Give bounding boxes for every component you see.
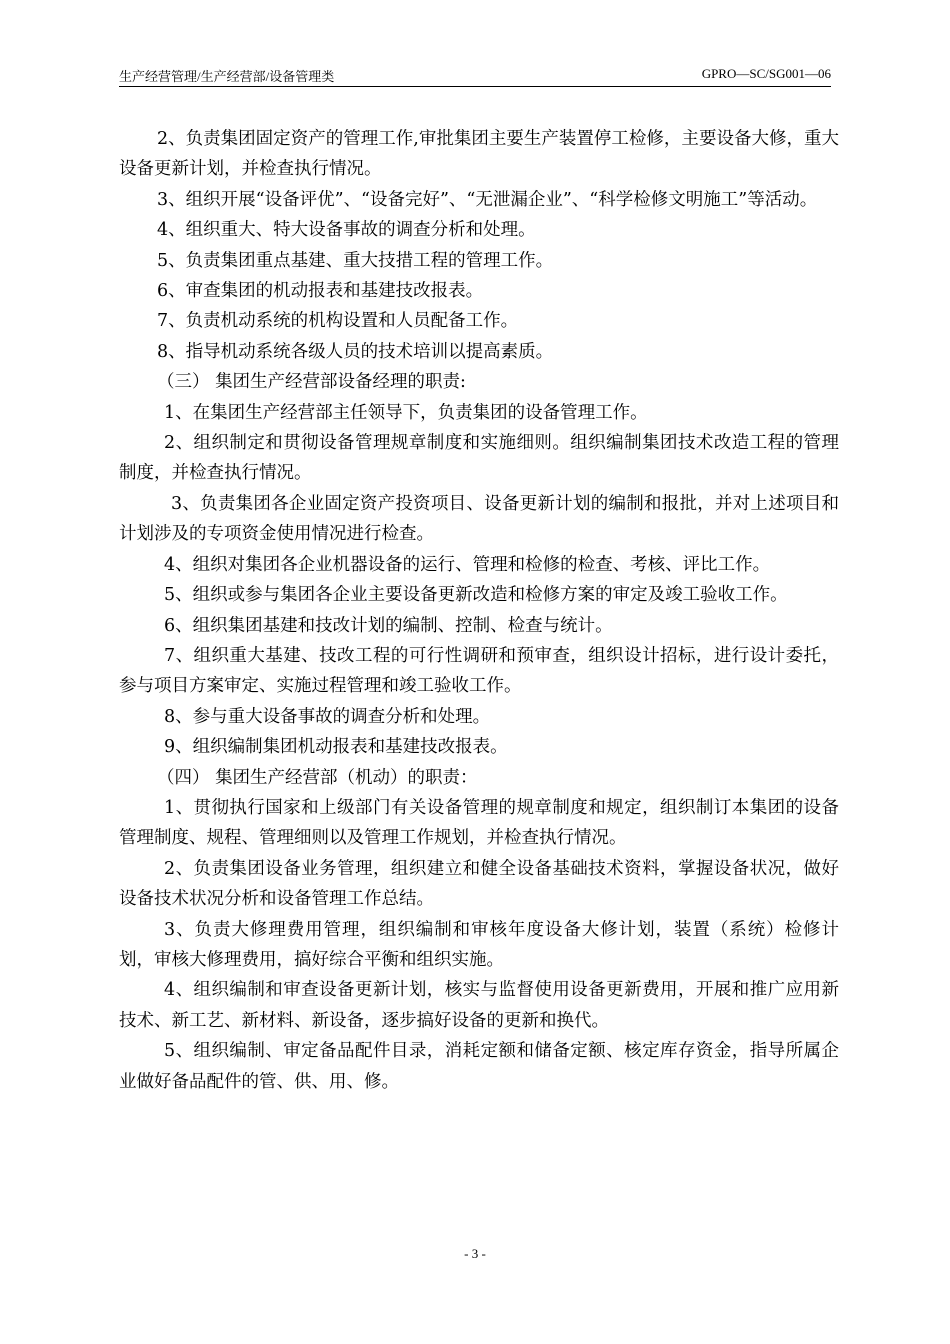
paragraph: 8、参与重大设备事故的调查分析和处理。 xyxy=(164,706,491,727)
paragraph: 6、审查集团的机动报表和基建技改报表。 xyxy=(157,281,484,302)
paragraph: 3、负责大修理费用管理，组织编制和审核年度设备大修计划，装置（系统）检修计划，审核大修理费用，搞好综合平衡和组织实施。 xyxy=(119,919,839,970)
paragraph: 3、组织开展“设备评优”、“设备完好”、“无泄漏企业”、“科学检修文明施工”等活动。 xyxy=(157,189,818,210)
page-number: - 3 - xyxy=(464,1246,486,1261)
paragraph: 1、在集团生产经营部主任领导下，负责集团的设备管理工作。 xyxy=(164,402,648,423)
document-body xyxy=(119,124,839,1097)
header-category: 生产经营管理/生产经营部/设备管理类 xyxy=(119,69,335,84)
paragraph: 6、组织集团基建和技改计划的编制、控制、检查与统计。 xyxy=(164,615,613,636)
paragraph: 5、负责集团重点基建、重大技措工程的管理工作。 xyxy=(157,250,554,271)
section-heading: （四） 集团生产经营部（机动）的职责： xyxy=(157,767,478,788)
paragraph: 5、组织或参与集团各企业主要设备更新改造和检修方案的审定及竣工验收工作。 xyxy=(164,585,788,606)
paragraph: 3、负责集团各企业固定资产投资项目、设备更新计划的编制和报批，并对上述项目和计划涉及的专项资金使用情况进行检查。 xyxy=(119,493,839,545)
paragraph: 2、负责集团设备业务管理，组织建立和健全设备基础技术资料，掌握设备状况，做好设备技术状况分析和设备管理工作总结。 xyxy=(119,858,839,910)
paragraph: 9、组织编制集团机动报表和基建技改报表。 xyxy=(164,737,508,758)
page-header xyxy=(119,62,831,87)
paragraph: 5、组织编制、审定备品配件目录，消耗定额和储备定额、核定库存资金，指导所属企业做好备品配件的管、供、用、修。 xyxy=(119,1041,839,1092)
paragraph: 1、贯彻执行国家和上级部门有关设备管理的规章制度和规定，组织制订本集团的设备管理制度、规程、管理细则以及管理工作规划，并检查执行情况。 xyxy=(119,797,839,849)
section-heading: （三） 集团生产经营部设备经理的职责: xyxy=(157,372,466,393)
paragraph: 4、组织编制和审查设备更新计划，核实与监督使用设备更新费用，开展和推广应用新技术、新工艺、新材料、新设备，逐步搞好设备的更新和换代。 xyxy=(119,980,839,1031)
header-doc-code: GPRO—SC/SG001—06 xyxy=(701,66,831,81)
paragraph: 2、负责集团固定资产的管理工作,审批集团主要生产装置停工检修，主要设备大修，重大设备更新计划，并检查执行情况。 xyxy=(119,129,839,180)
paragraph: 7、组织重大基建、技改工程的可行性调研和预审查，组织设计招标，进行设计委托，参与项目方案审定、实施过程管理和竣工验收工作。 xyxy=(119,645,839,697)
paragraph: 4、组织重大、特大设备事故的调查分析和处理。 xyxy=(157,220,536,241)
page-footer xyxy=(0,1246,950,1262)
paragraph: 8、指导机动系统各级人员的技术培训以提高素质。 xyxy=(157,341,554,362)
paragraph: 7、负责机动系统的机构设置和人员配备工作。 xyxy=(157,311,519,332)
paragraph: 2、组织制定和贯彻设备管理规章制度和实施细则。组织编制集团技术改造工程的管理制度，并检查执行情况。 xyxy=(119,433,839,484)
paragraph: 4、组织对集团各企业机器设备的运行、管理和检修的检查、考核、评比工作。 xyxy=(164,554,771,575)
